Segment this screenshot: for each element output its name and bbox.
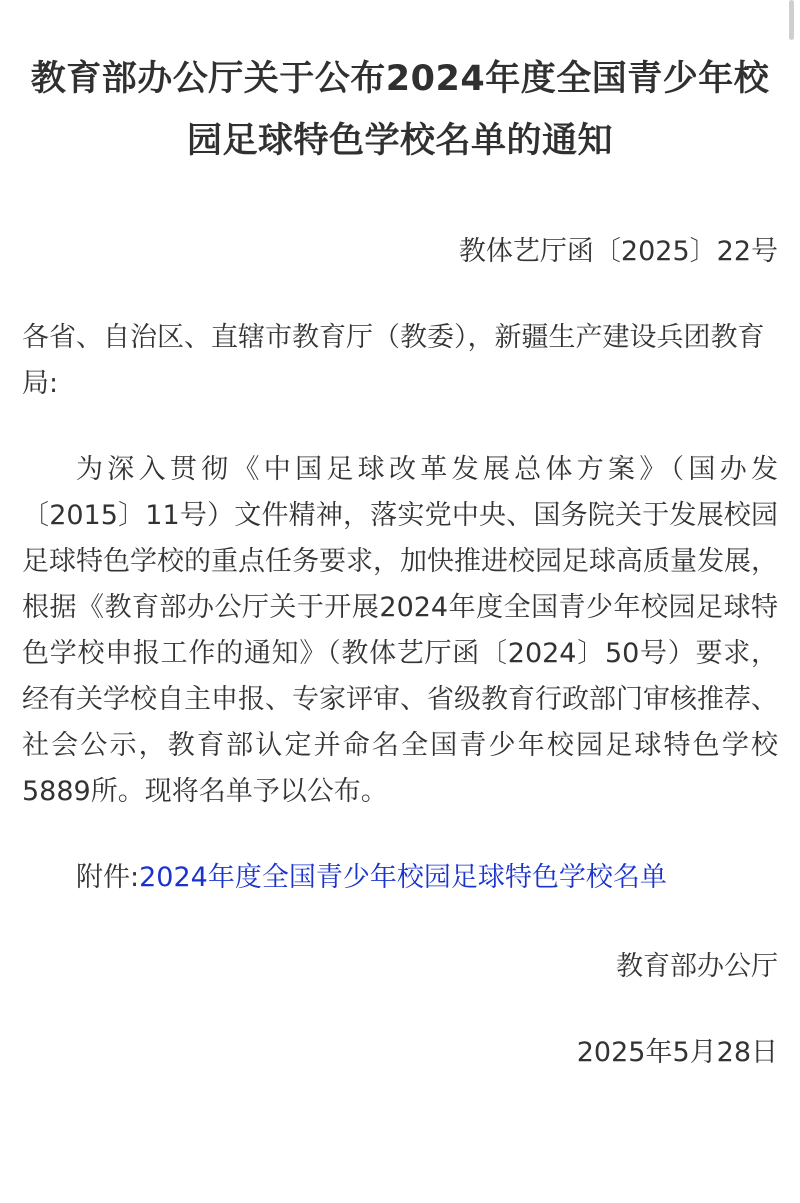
- attachment-link[interactable]: 2024年度全国青少年校园足球特色学校名单: [139, 862, 667, 893]
- page-title: 教育部办公厅关于公布2024年度全国青少年校园足球特色学校名单的通知: [30, 59, 770, 161]
- issuer-signature: 教育部办公厅: [616, 951, 778, 982]
- notice-article: [22, 48, 778, 1073]
- attachment-label: 附件:: [76, 862, 140, 893]
- attachment-line: [22, 855, 778, 901]
- body-paragraph: 为深入贯彻《中国足球改革发展总体方案》（国办发〔2015〕11号）文件精神，落实党中央、国务院关于发展校园足球特色学校的重点任务要求，加快推进校园足球高质量发展，根据《教育部办公厅关于开展2024年度全国青少年校园足球特色学校申报工作的通知》（教体艺厅函〔2024〕50号）要求，经有关学校自主申报、专家评审、省级教育行政部门审核推荐、社会公示，教育部认定并命名全国青少年校园足球特色学校5889所。现将名单予以公布。: [22, 454, 778, 807]
- document-number: 教体艺厅函〔2025〕22号: [458, 236, 778, 267]
- addressee-paragraph: 各省、自治区、直辖市教育厅（教委），新疆生产建设兵团教育局:: [22, 322, 765, 399]
- issue-date: 2025年5月28日: [576, 1037, 778, 1068]
- scrollbar[interactable]: [789, 0, 794, 40]
